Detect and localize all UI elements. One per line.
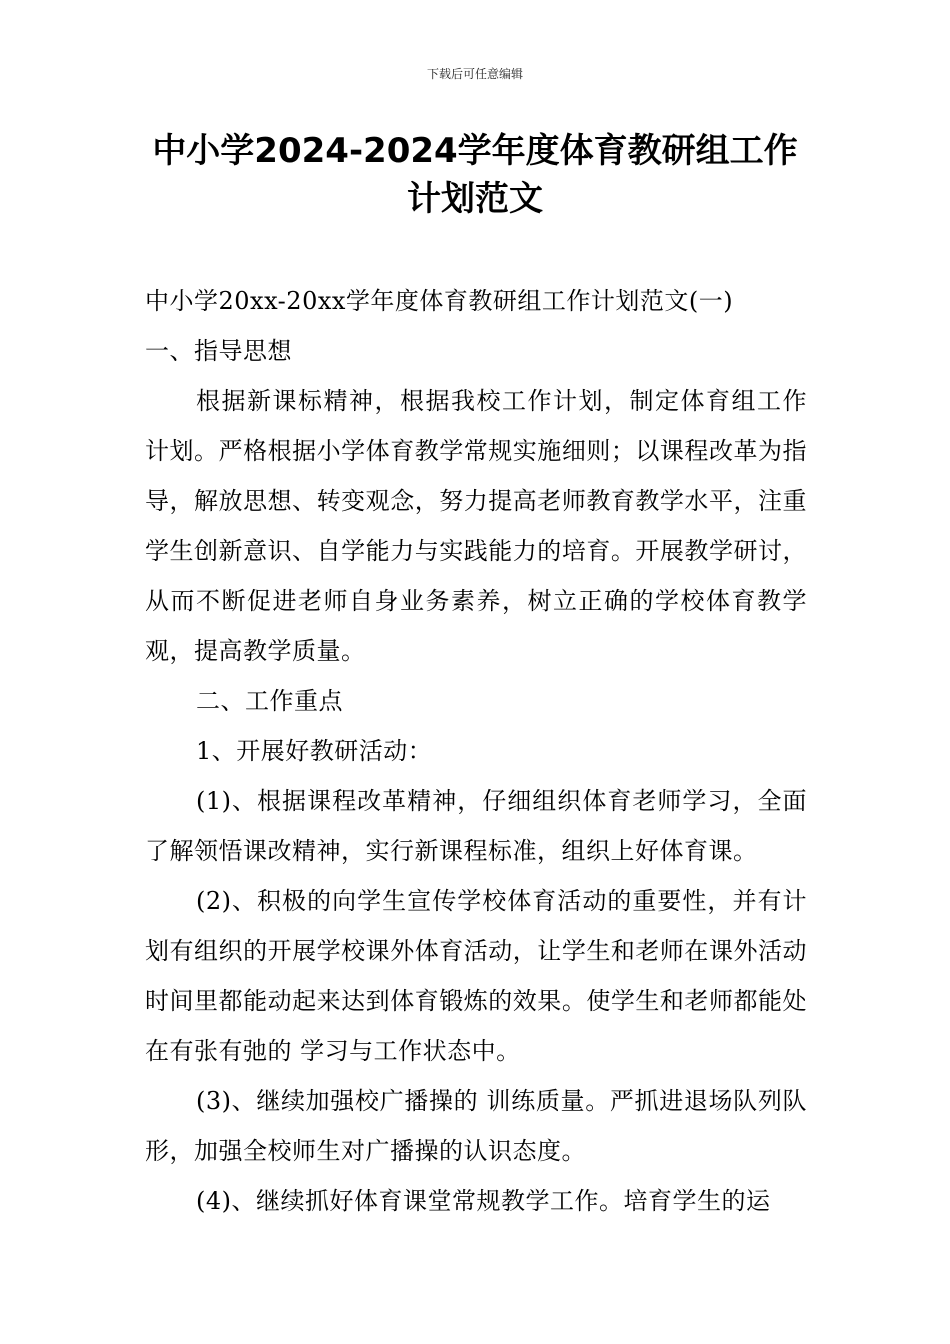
section-heading-work-focus: 二、工作重点 (196, 687, 343, 715)
section-heading-guiding-ideology: 一、指导思想 (145, 337, 292, 365)
subtitle-paragraph: 中小学20xx-20xx学年度体育教研组工作计划范文(一) (145, 287, 734, 315)
document-title-line-1: 中小学2024-2024学年度体育教研组工作 (152, 131, 798, 171)
document-title-line-2: 计划范文 (407, 179, 543, 219)
list-item: (4)、继续抓好体育课堂常规教学工作。培育学生的运 (196, 1187, 771, 1215)
list-item: (1)、根据课程改革精神，仔细组织体育老师学习，全面了解领悟课改精神，实行新课程标准，组织上好体育课。 (145, 787, 807, 865)
document-body (145, 276, 807, 1226)
header-note: 下载后可任意编辑 (426, 67, 523, 81)
document-title (120, 127, 830, 223)
list-item: (3)、继续加强校广播操的 训练质量。严抓进退场队列队形，加强全校师生对广播操的认识态度。 (145, 1087, 807, 1165)
list-item-heading: 1、开展好教研活动： (196, 737, 433, 765)
list-item: (2)、积极的向学生宣传学校体育活动的重要性，并有计划有组织的开展学校课外体育活动，让学生和老师在课外活动时间里都能动起来达到体育锻炼的效果。使学生和老师都能处在有张有弛的 学习与工作状态中。 (145, 887, 807, 1065)
body-paragraph: 根据新课标精神，根据我校工作计划，制定体育组工作计划。严格根据小学体育教学常规实施细则；以课程改革为指导，解放思想、转变观念，努力提高老师教育教学水平，注重学生创新意识、自学能力与实践能力的培育。开展教学研讨，从而不断促进老师自身业务素养，树立正确的学校体育教学观，提高教学质量。 (145, 387, 807, 665)
